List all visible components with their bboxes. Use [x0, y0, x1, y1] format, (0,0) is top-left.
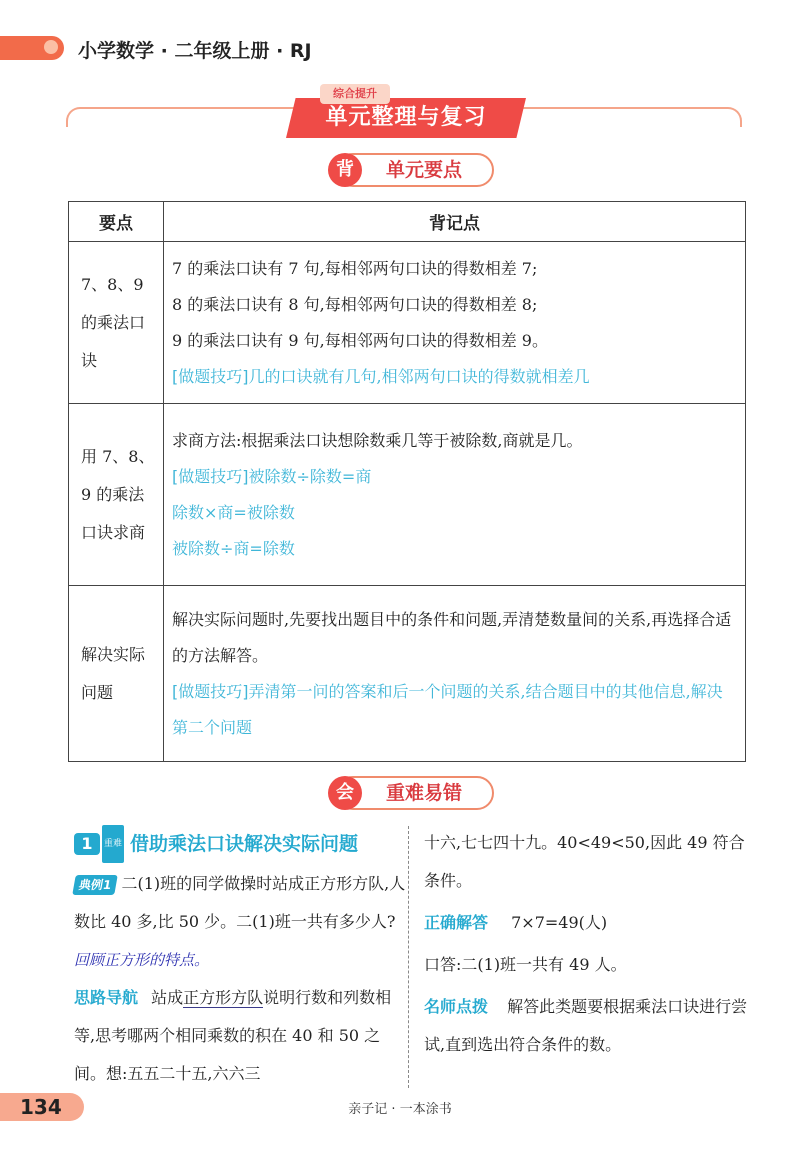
- header-accent-dot: [44, 40, 58, 54]
- tip-line: [172, 359, 735, 395]
- topic-title: 借助乘法口诀解决实际问题: [130, 832, 359, 855]
- oral-answer: 口答:二(1)班一共有 49 人。: [424, 955, 627, 974]
- guide-label: 思路导航: [74, 987, 139, 1007]
- table-key-cell: 解决实际问题: [69, 586, 164, 762]
- memorize-icon: 背: [328, 153, 362, 187]
- example-tag: 典例1: [72, 875, 118, 895]
- guide-text: 说明行数和列数相等,思考哪两个相同乘数的积在 40 和 50 之间。想:五五二十五,六六三: [74, 987, 392, 1083]
- tip-text: 被除数÷商=除数: [172, 538, 295, 558]
- footer-brand: 亲子记 · 一本涂书: [348, 1102, 452, 1117]
- topic-heading: [74, 824, 408, 863]
- banner-tag: 综合提升: [320, 84, 390, 104]
- tip-label: [做题技巧]: [172, 366, 249, 386]
- teacher-tip: [424, 988, 754, 1064]
- topic-number-badge: 1: [74, 833, 100, 855]
- key-points-table: [68, 201, 746, 762]
- teacher-tip-text: 解答此类题要根据乘法口诀进行尝试,直到选出符合条件的数。: [424, 997, 748, 1054]
- right-column: [424, 824, 754, 1064]
- table-key-cell: 7、8、9 的乘法口诀: [69, 242, 164, 404]
- answer-text: 7×7=49(人): [511, 913, 608, 932]
- table-row: [69, 404, 746, 586]
- column-divider: [408, 826, 409, 1088]
- point-line: 求商方法:根据乘法口诀想除数乘几等于被除数,商就是几。: [172, 430, 583, 450]
- left-column: [74, 824, 408, 1093]
- table-header-cell: 要点: [69, 202, 164, 242]
- master-icon: 会: [328, 776, 362, 810]
- table-row: [69, 242, 746, 404]
- tip-label: [做题技巧]: [172, 466, 249, 486]
- table-value-cell: [164, 242, 746, 404]
- answer-line: [424, 904, 754, 942]
- topic-difficulty-badge: 重难: [102, 825, 124, 863]
- section-heading-title: 单元要点: [386, 159, 463, 181]
- tip-line: [172, 674, 735, 746]
- handwritten-note: 回顾正方形的特点。: [74, 950, 210, 969]
- book-title: 小学数学 · 二年级上册 · RJ: [78, 40, 312, 62]
- table-value-cell: [164, 586, 746, 762]
- guide-underlined-text: 正方形方队: [183, 987, 264, 1007]
- guide-continued: 十六,七七四十九。40<49<50,因此 49 符合条件。: [424, 833, 745, 890]
- question-text: 二(1)班的同学做操时站成正方形方队,人数比 40 多,比 50 少。二(1)班一共有多少人?: [74, 873, 406, 931]
- tip-line: [172, 459, 735, 495]
- point-line: 解决实际问题时,先要找出题目中的条件和问题,弄清楚数量间的关系,再选择合适的方法解答。: [172, 609, 732, 665]
- point-line: 7 的乘法口诀有 7 句,每相邻两句口诀的得数相差 7;: [172, 258, 538, 278]
- tip-label: [做题技巧]: [172, 681, 249, 701]
- tip-text: 被除数÷除数=商: [248, 466, 372, 486]
- answer-label: 正确解答: [424, 913, 489, 932]
- point-line: 9 的乘法口诀有 9 句,每相邻两句口诀的得数相差 9。: [172, 330, 548, 350]
- point-line: 8 的乘法口诀有 8 句,每相邻两句口诀的得数相差 8;: [172, 294, 538, 314]
- teacher-tip-label: 名师点拨: [424, 997, 489, 1016]
- tip-text: 弄清第一问的答案和后一个问题的关系,结合题目中的其他信息,解决第二个问题: [172, 681, 723, 737]
- guide-text: 站成: [151, 987, 184, 1007]
- table-value-cell: [164, 404, 746, 586]
- table-header-cell: 背记点: [164, 202, 746, 242]
- section-heading-title: 重难易错: [386, 782, 463, 804]
- page-number: 134: [20, 1095, 62, 1119]
- table-key-cell: 用 7、8、9 的乘法口诀求商: [69, 404, 164, 586]
- tip-text: 除数×商=被除数: [172, 502, 295, 522]
- thinking-guide: [74, 979, 408, 1093]
- table-row: [69, 586, 746, 762]
- example-question: [74, 865, 408, 979]
- section-banner-title: 单元整理与复习: [325, 105, 487, 130]
- tip-text: 几的口诀就有几句,相邻两句口诀的得数就相差几: [248, 366, 590, 386]
- table-header-row: [69, 202, 746, 242]
